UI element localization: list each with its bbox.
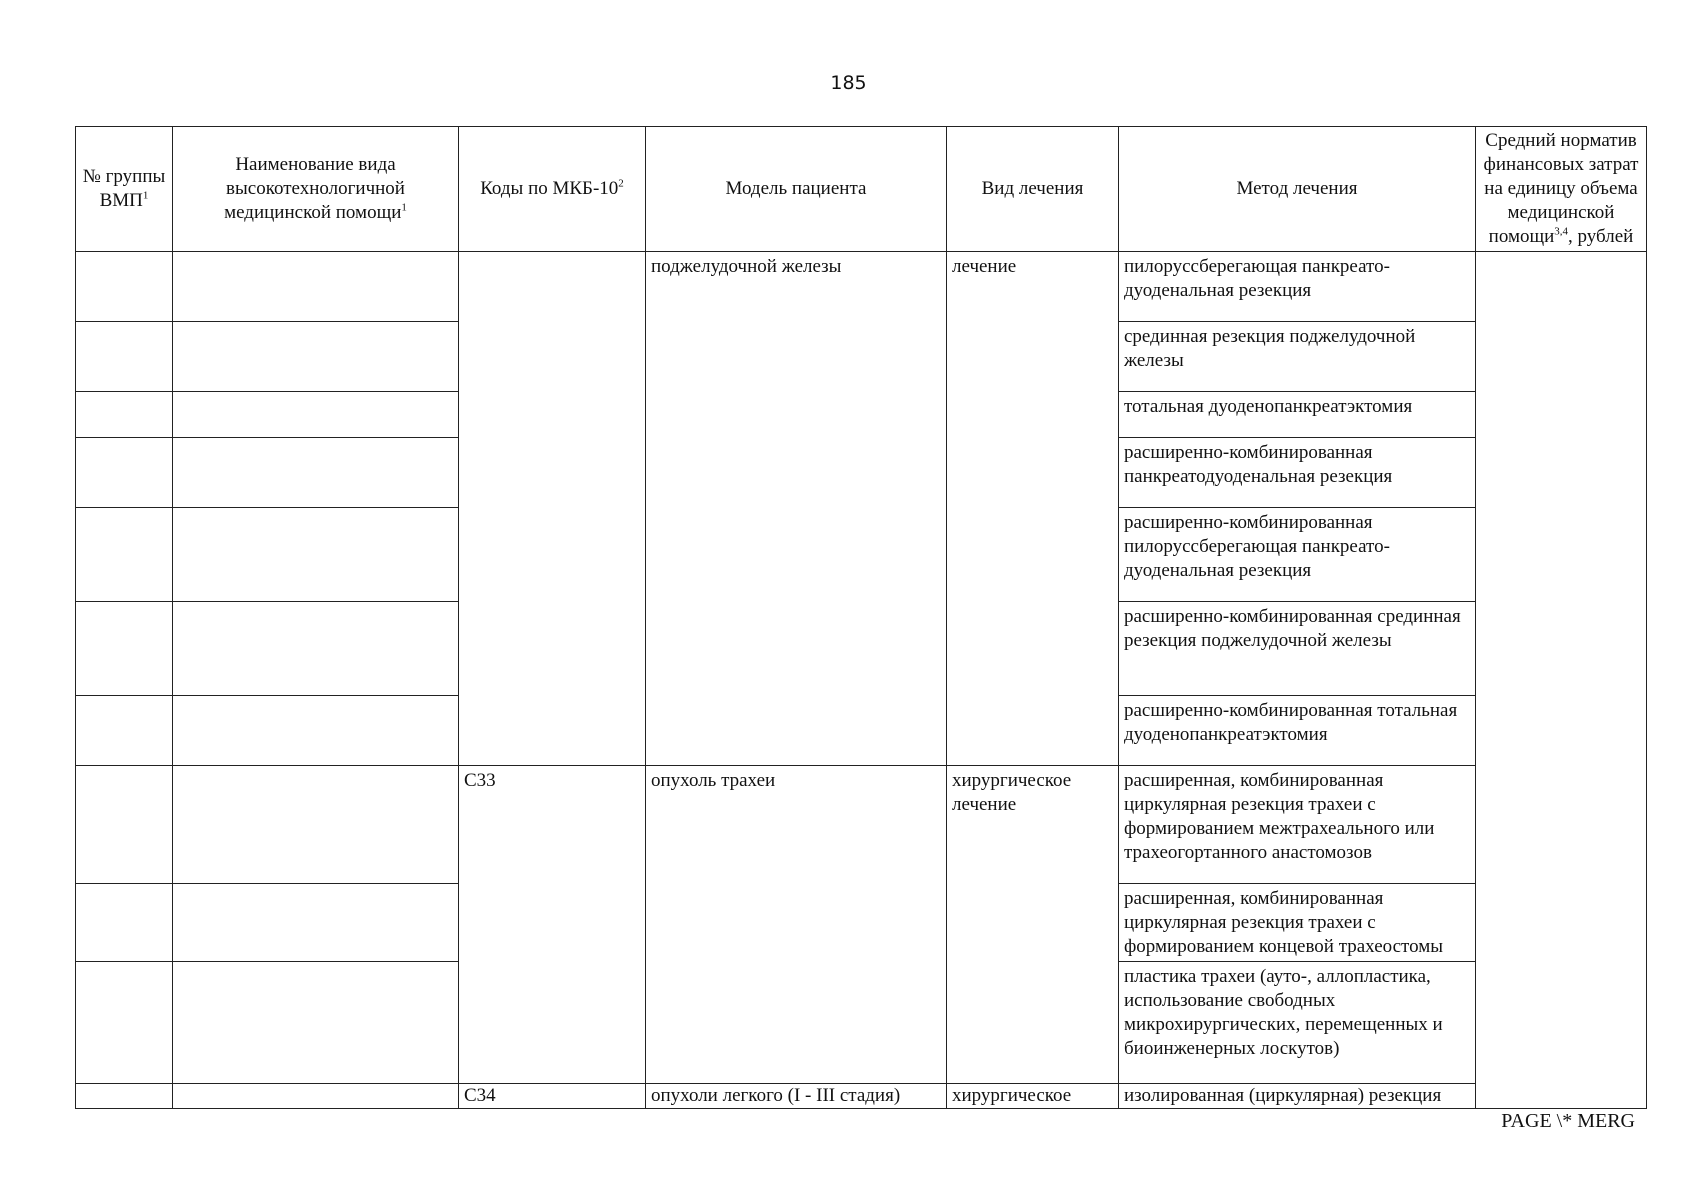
model-cell: поджелудочной железы — [646, 252, 947, 766]
group-no-cell — [76, 508, 173, 602]
vmp-table — [75, 126, 1647, 1109]
group-no-cell — [76, 602, 173, 696]
header-model: Модель пациента — [646, 127, 947, 252]
table-row — [76, 766, 1647, 884]
name-cell — [173, 508, 459, 602]
model-cell: опухоль трахеи — [646, 766, 947, 1084]
treatment-cell: хирургическое — [947, 1084, 1119, 1109]
method-cell: расширенно-комбинированная панкреатодуоденальная резекция — [1119, 438, 1476, 508]
name-cell — [173, 438, 459, 508]
method-cell: расширенная, комбинированная циркулярная резекция трахеи с формированием концевой трахеостомы — [1119, 884, 1476, 962]
method-cell: расширенно-комбинированная срединная резекция поджелудочной железы — [1119, 602, 1476, 696]
model-cell: опухоли легкого (I - III стадия) — [646, 1084, 947, 1109]
method-cell: расширенно-комбинированная пилоруссберегающая панкреато-дуоденальная резекция — [1119, 508, 1476, 602]
name-cell — [173, 252, 459, 322]
table-row — [76, 252, 1647, 322]
method-cell: расширенно-комбинированная тотальная дуоденопанкреатэктомия — [1119, 696, 1476, 766]
name-cell — [173, 696, 459, 766]
name-cell — [173, 392, 459, 438]
treatment-cell: лечение — [947, 252, 1119, 766]
header-group-no: № группы ВМП$^1$ — [76, 127, 173, 252]
name-cell — [173, 962, 459, 1084]
page-number: 185 — [830, 72, 867, 94]
header-row — [76, 127, 1647, 252]
page-footer-field: PAGE \* MERG — [1501, 1110, 1635, 1132]
codes-cell: C33 — [459, 766, 646, 1084]
group-no-cell — [76, 322, 173, 392]
group-no-cell — [76, 766, 173, 884]
group-no-cell — [76, 696, 173, 766]
header-treatment-type: Вид лечения — [947, 127, 1119, 252]
header-name: Наименование вида высокотехнологичной медицинской помощи$^1$ — [173, 127, 459, 252]
name-cell — [173, 884, 459, 962]
name-cell — [173, 766, 459, 884]
method-cell: расширенная, комбинированная циркулярная резекция трахеи с формированием межтрахеального или трахеогортанного анастомозов — [1119, 766, 1476, 884]
cost-cell — [1476, 252, 1647, 1109]
group-no-cell — [76, 438, 173, 508]
codes-cell — [459, 252, 646, 766]
header-method: Метод лечения — [1119, 127, 1476, 252]
group-no-cell — [76, 884, 173, 962]
group-no-cell — [76, 1084, 173, 1109]
group-no-cell — [76, 392, 173, 438]
method-cell: пилоруссберегающая панкреато-дуоденальная резекция — [1119, 252, 1476, 322]
name-cell — [173, 1084, 459, 1109]
name-cell — [173, 602, 459, 696]
method-cell: срединная резекция поджелудочной железы — [1119, 322, 1476, 392]
method-cell: изолированная (циркулярная) резекция — [1119, 1084, 1476, 1109]
treatment-cell: хирургическое лечение — [947, 766, 1119, 1084]
method-cell: тотальная дуоденопанкреатэктомия — [1119, 392, 1476, 438]
name-cell — [173, 322, 459, 392]
header-codes: Коды по МКБ-$10^2$ — [459, 127, 646, 252]
group-no-cell — [76, 962, 173, 1084]
table-row — [76, 1084, 1647, 1109]
header-cost: Средний норматив финансовых затрат на единицу объема медицинской помощи$^{3,4}$, рублей — [1476, 127, 1647, 252]
method-cell: пластика трахеи (ауто-, аллопластика, использование свободных микрохирургических, перемещенных и биоинженерных лоскутов) — [1119, 962, 1476, 1084]
codes-cell: C34 — [459, 1084, 646, 1109]
group-no-cell — [76, 252, 173, 322]
